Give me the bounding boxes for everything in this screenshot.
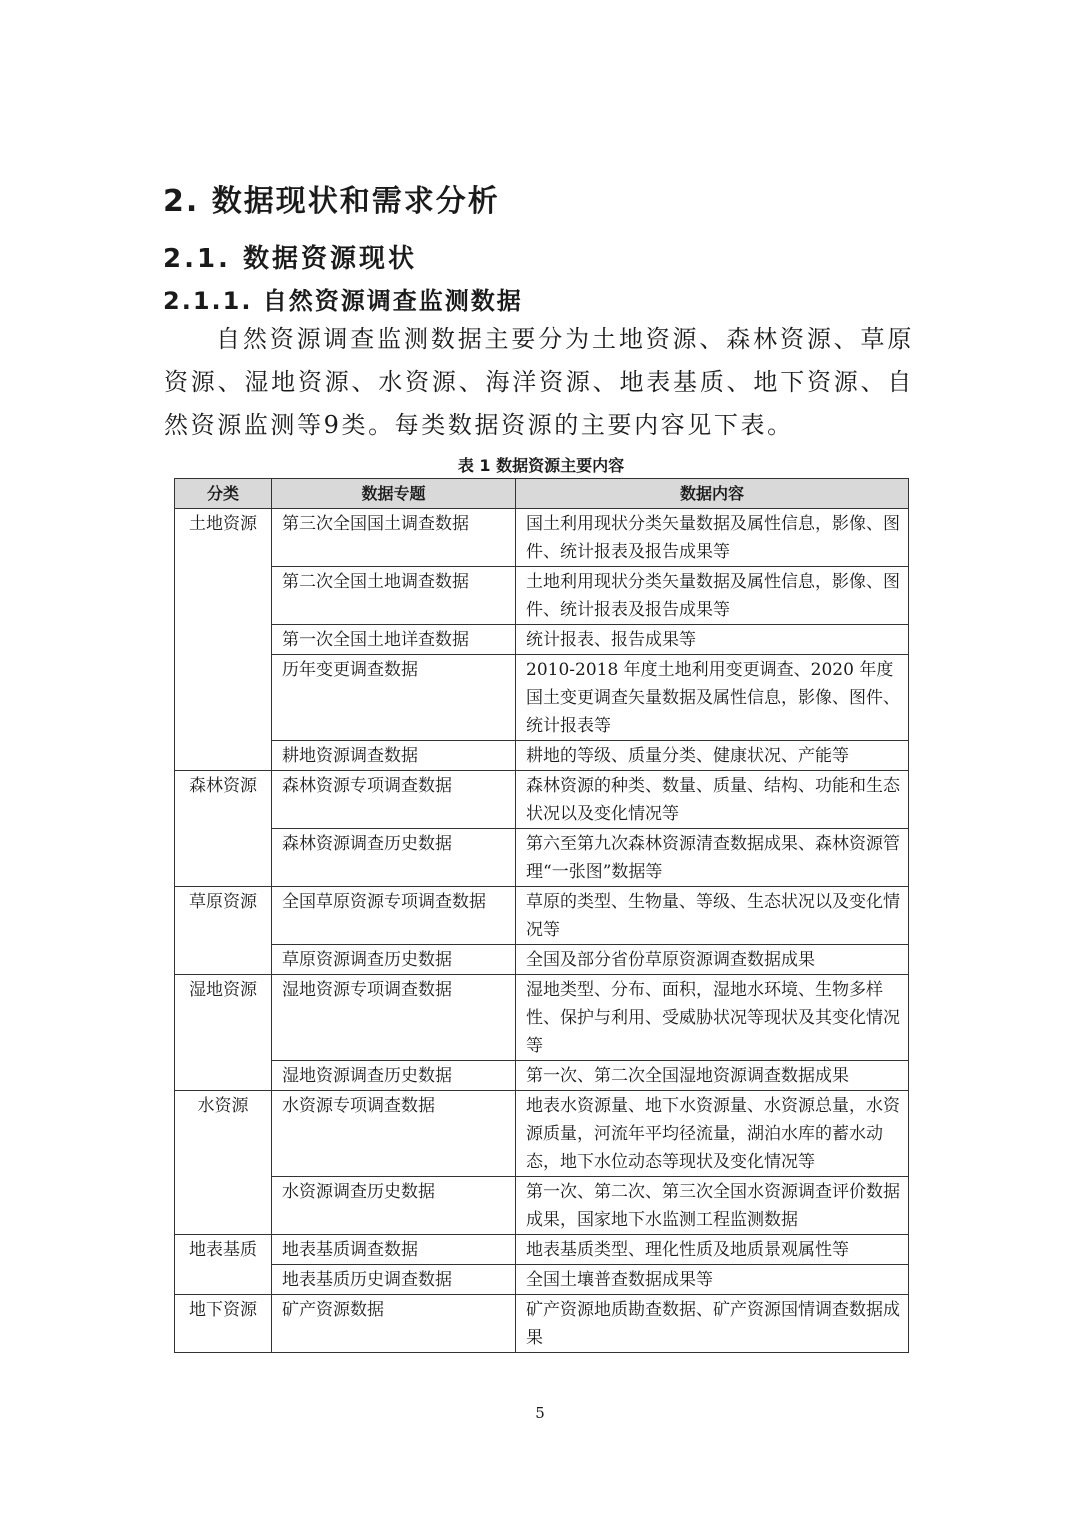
topic-cell: 湿地资源调查历史数据 bbox=[272, 1061, 516, 1091]
content-cell: 土地利用现状分类矢量数据及属性信息，影像、图件、统计报表及报告成果等 bbox=[516, 567, 909, 625]
topic-cell: 第二次全国土地调查数据 bbox=[272, 567, 516, 625]
section-heading: 2. 数据现状和需求分析 bbox=[163, 184, 500, 219]
content-cell: 矿产资源地质勘查数据、矿产资源国情调查数据成果 bbox=[516, 1295, 909, 1353]
topic-cell: 水资源调查历史数据 bbox=[272, 1177, 516, 1235]
topic-cell: 森林资源调查历史数据 bbox=[272, 829, 516, 887]
category-cell: 地下资源 bbox=[175, 1295, 272, 1353]
topic-cell: 全国草原资源专项调查数据 bbox=[272, 887, 516, 945]
topic-cell: 第三次全国国土调查数据 bbox=[272, 509, 516, 567]
category-cell: 土地资源 bbox=[175, 509, 272, 771]
content-cell: 全国及部分省份草原资源调查数据成果 bbox=[516, 945, 909, 975]
content-cell: 国土利用现状分类矢量数据及属性信息，影像、图件、统计报表及报告成果等 bbox=[516, 509, 909, 567]
category-cell: 草原资源 bbox=[175, 887, 272, 975]
table-caption: 表 1 数据资源主要内容 bbox=[457, 456, 625, 475]
content-cell: 全国土壤普查数据成果等 bbox=[516, 1265, 909, 1295]
topic-cell: 第一次全国土地详查数据 bbox=[272, 625, 516, 655]
category-cell: 地表基质 bbox=[175, 1235, 272, 1295]
content-cell: 2010-2018 年度土地利用变更调查、2020 年度国土变更调查矢量数据及属性信息，影像、图件、统计报表等 bbox=[516, 655, 909, 741]
resource-table bbox=[174, 478, 909, 1353]
topic-cell: 耕地资源调查数据 bbox=[272, 741, 516, 771]
topic-cell: 水资源专项调查数据 bbox=[272, 1091, 516, 1177]
table-row bbox=[175, 1061, 909, 1091]
topic-cell: 森林资源专项调查数据 bbox=[272, 771, 516, 829]
topic-cell: 矿产资源数据 bbox=[272, 1295, 516, 1353]
topic-cell: 地表基质历史调查数据 bbox=[272, 1265, 516, 1295]
table-row bbox=[175, 771, 909, 829]
table-row bbox=[175, 1295, 909, 1353]
table-row bbox=[175, 945, 909, 975]
content-cell: 湿地类型、分布、面积，湿地水环境、生物多样性、保护与利用、受威胁状况等现状及其变化情况等 bbox=[516, 975, 909, 1061]
content-cell: 第一次、第二次、第三次全国水资源调查评价数据成果，国家地下水监测工程监测数据 bbox=[516, 1177, 909, 1235]
table-row bbox=[175, 887, 909, 945]
content-cell: 耕地的等级、质量分类、健康状况、产能等 bbox=[516, 741, 909, 771]
content-cell: 草原的类型、生物量、等级、生态状况以及变化情况等 bbox=[516, 887, 909, 945]
table-row bbox=[175, 655, 909, 741]
intro-paragraph: 自然资源调查监测数据主要分为土地资源、森林资源、草原资源、湿地资源、水资源、海洋资源、地表基质、地下资源、自然资源监测等9类。每类数据资源的主要内容见下表。 bbox=[164, 325, 914, 439]
table-row bbox=[175, 1265, 909, 1295]
table-row bbox=[175, 509, 909, 567]
topic-cell: 湿地资源专项调查数据 bbox=[272, 975, 516, 1061]
header-topic: 数据专题 bbox=[272, 479, 516, 509]
content-cell: 地表水资源量、地下水资源量、水资源总量，水资源质量，河流年平均径流量，湖泊水库的蓄水动态，地下水位动态等现状及变化情况等 bbox=[516, 1091, 909, 1177]
content-cell: 地表基质类型、理化性质及地质景观属性等 bbox=[516, 1235, 909, 1265]
table-row bbox=[175, 567, 909, 625]
topic-cell: 草原资源调查历史数据 bbox=[272, 945, 516, 975]
table-row bbox=[175, 975, 909, 1061]
header-category: 分类 bbox=[175, 479, 272, 509]
table-row bbox=[175, 625, 909, 655]
topic-cell: 地表基质调查数据 bbox=[272, 1235, 516, 1265]
table-row bbox=[175, 741, 909, 771]
table-header-row bbox=[175, 479, 909, 509]
content-cell: 统计报表、报告成果等 bbox=[516, 625, 909, 655]
header-content: 数据内容 bbox=[516, 479, 909, 509]
subsection-heading: 2.1. 数据资源现状 bbox=[163, 244, 417, 274]
table-row bbox=[175, 829, 909, 887]
table-row bbox=[175, 1235, 909, 1265]
category-cell: 森林资源 bbox=[175, 771, 272, 887]
content-cell: 第一次、第二次全国湿地资源调查数据成果 bbox=[516, 1061, 909, 1091]
category-cell: 水资源 bbox=[175, 1091, 272, 1235]
page-number: 5 bbox=[535, 1404, 545, 1422]
table-row bbox=[175, 1091, 909, 1177]
content-cell: 第六至第九次森林资源清查数据成果、森林资源管理“一张图”数据等 bbox=[516, 829, 909, 887]
category-cell: 湿地资源 bbox=[175, 975, 272, 1091]
table-row bbox=[175, 1177, 909, 1235]
subsubsection-heading: 2.1.1. 自然资源调查监测数据 bbox=[163, 287, 523, 315]
topic-cell: 历年变更调查数据 bbox=[272, 655, 516, 741]
content-cell: 森林资源的种类、数量、质量、结构、功能和生态状况以及变化情况等 bbox=[516, 771, 909, 829]
